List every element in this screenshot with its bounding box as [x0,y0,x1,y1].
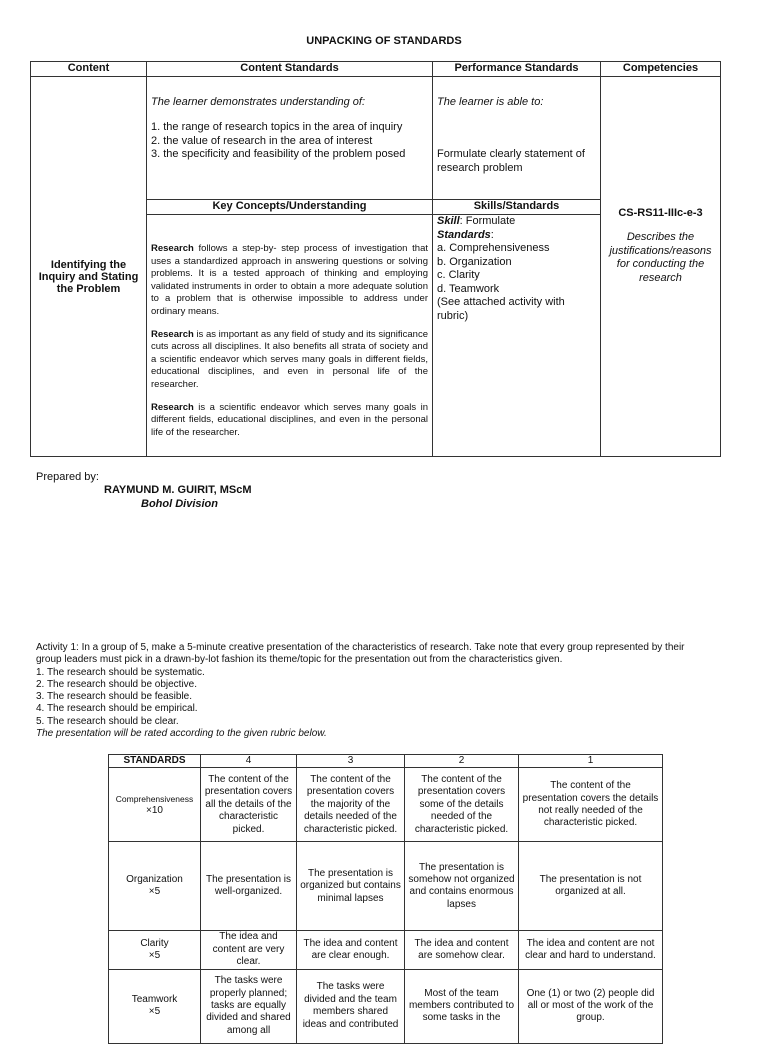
key-concepts-header: Key Concepts/Understanding [147,200,433,215]
activity-instructions [36,642,758,740]
key-concept-paragraph: Research is as important as any field of study and its significance cuts across all disciplines. It also benefits all strata of society and a scientific endeavor which serves many goals in different fields, educational disciplines, and even in personal life of the researcher. [151,328,428,390]
rubric-row [109,931,663,969]
header-competencies: Competencies [601,62,721,77]
activity-line: group leaders must pick in a drawn-by-lot fashion its theme/topic for the presentation out from the characteristics given. [36,654,563,666]
rubric-cell: Most of the team members contributed to some tasks in the [405,969,519,1043]
performance-standards-cell [433,77,601,200]
rubric-cell: The idea and content are clear enough. [297,931,405,969]
rubric-cell: The presentation is organized but contains minimal lapses [297,842,405,931]
competency-code: CS-RS11-IIIc-e-3 [618,207,703,219]
rubric-cell: The idea and content are somehow clear. [405,931,519,969]
rubric-header-standards: STANDARDS [109,755,201,768]
author-division: Bohol Division [141,498,218,510]
rubric-header-score: 2 [405,755,519,768]
activity-note: The presentation will be rated according to the given rubric below. [36,728,327,740]
standards-line: Standards: [437,228,494,241]
standards-header-row [31,62,721,77]
standards-item: d. Teamwork [437,282,500,295]
rubric-cell: The presentation is somehow not organized and contains enormous lapses [405,842,519,931]
header-performance-standards: Performance Standards [433,62,601,77]
content-standards-item: 1. the range of research topics in the area of inquiry [151,121,403,133]
author-name: RAYMUND M. GUIRIT, MScM [104,484,252,496]
activity-item: 3. The research should be feasible. [36,691,193,703]
skills-cell [433,215,601,457]
competency-text: Describes the justifications/reasons for conducting the research [609,231,712,284]
competencies-cell [601,77,721,457]
rubric-standard: Clarity ×5 [109,931,201,969]
rubric-standard: Comprehensiveness ×10 [109,768,201,842]
skill-line: Skill: Formulate [437,215,516,227]
prepared-by-label: Prepared by: [36,471,99,483]
standards-item: (See attached activity with rubric) [437,296,565,322]
rubric-row [109,768,663,842]
page-title: UNPACKING OF STANDARDS [306,35,462,47]
activity-item: 4. The research should be empirical. [36,703,198,715]
key-concepts-cell [147,215,433,457]
rubric-cell: The content of the presentation covers the majority of the details needed of the characteristic picked. [297,768,405,842]
activity-item: 1. The research should be systematic. [36,666,205,678]
activity-item: 2. The research should be objective. [36,678,198,690]
rubric-header-row [109,755,663,768]
activity-line: Activity 1: In a group of 5, make a 5-minute creative presentation of the characteristics of research. Take note that every group represented by their [36,642,685,653]
rubric-header-score: 4 [201,755,297,768]
standards-item: a. Comprehensiveness [437,242,550,254]
rubric-row [109,969,663,1043]
rubric-cell: The content of the presentation covers some of the details needed of the characteristic picked. [405,768,519,842]
rubric-cell: The presentation is not organized at all. [519,842,663,931]
performance-intro: The learner is able to: [437,96,544,108]
content-standards-intro: The learner demonstrates understanding of: [151,96,366,108]
standards-item: b. Organization [437,255,512,268]
content-standards-item: 3. the specificity and feasibility of the problem posed [151,148,406,160]
rubric-cell: The idea and content are not clear and hard to understand. [519,931,663,969]
header-content: Content [31,62,147,77]
content-text: Identifying the Inquiry and Stating the Problem [38,258,139,295]
skills-header: Skills/Standards [433,200,601,215]
key-concept-paragraph: Research follows a step-by- step process of investigation that uses a standardized approach in answering questions or solving problems. It is a tested approach of thinking and employing validated instruments in order to obtain a more adequate solution to a problem that is otherwise impossible to address under ordinary means. [151,243,428,317]
rubric-cell: One (1) or two (2) people did all or most of the work of the group. [519,969,663,1043]
rubric-standard: Teamwork ×5 [109,969,201,1043]
header-content-standards: Content Standards [147,62,433,77]
rubric-cell: The tasks were properly planned; tasks are equally divided and shared among all [201,969,297,1043]
performance-text: Formulate clearly statement of research problem [437,148,585,174]
standards-item: c. Clarity [437,269,480,281]
rubric-cell: The presentation is well-organized. [201,842,297,931]
standards-table [30,61,721,457]
content-standards-cell [147,77,433,200]
rubric-cell: The content of the presentation covers all the details of the characteristic picked. [201,768,297,842]
rubric-cell: The tasks were divided and the team members shared ideas and contributed [297,969,405,1043]
rubric-cell: The content of the presentation covers the details not really needed of the characteristic picked. [519,768,663,842]
rubric-standard: Organization ×5 [109,842,201,931]
rubric-table [108,754,663,1044]
rubric-header-score: 1 [519,755,663,768]
rubric-row [109,842,663,931]
content-cell [31,77,147,457]
rubric-cell: The idea and content are very clear. [201,931,297,969]
key-concept-paragraph: Research is a scientific endeavor which serves many goals in different fields, educational disciplines, and even in the personal life of the researcher. [151,401,428,438]
activity-item: 5. The research should be clear. [36,715,179,727]
content-standards-item: 2. the value of research in the area of interest [151,134,373,147]
rubric-header-score: 3 [297,755,405,768]
